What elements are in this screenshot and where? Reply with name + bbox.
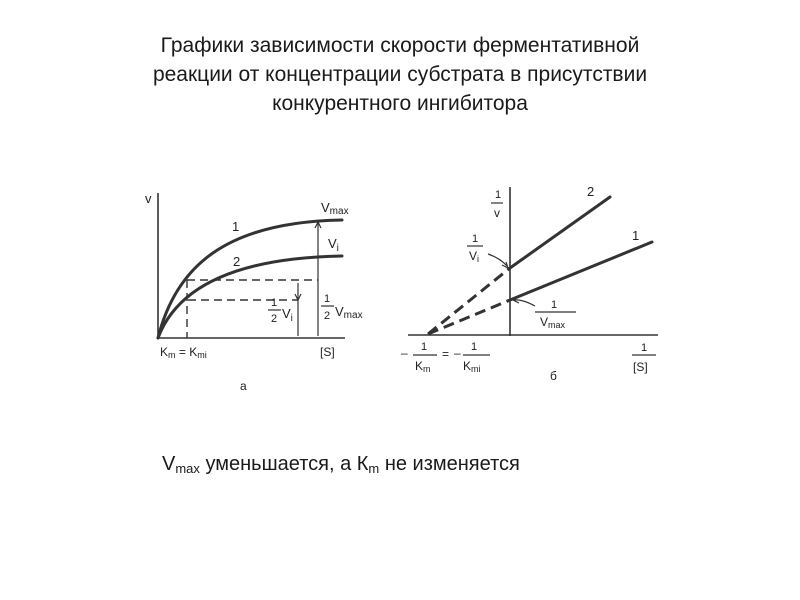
- svg-text:=: =: [442, 347, 450, 361]
- svg-text:2: 2: [271, 313, 278, 325]
- panel-b-x-intercept-label: [401, 341, 490, 374]
- svg-text:–: –: [454, 346, 461, 360]
- panel-a-half-vi-label: [268, 297, 293, 325]
- panel-b-y-label: [491, 189, 503, 220]
- svg-text:Vmax: Vmax: [335, 304, 363, 321]
- svg-text:1: 1: [271, 297, 278, 309]
- svg-text:1: 1: [324, 293, 331, 305]
- panel-a-curve-2: [158, 256, 342, 338]
- panel-a-curve-1-label: 1: [232, 219, 240, 234]
- svg-text:1: 1: [495, 189, 502, 201]
- panel-a-vmax-label: Vmax: [321, 200, 349, 217]
- panel-a: [145, 191, 363, 393]
- svg-text:2: 2: [324, 310, 331, 322]
- svg-text:v: v: [494, 206, 500, 220]
- svg-text:Km: Km: [415, 359, 431, 374]
- conclusion-text: [162, 453, 520, 476]
- panel-b-inv-vmax-label: [513, 297, 576, 330]
- svg-text:Vmax: Vmax: [540, 315, 566, 330]
- title-line-2: реакции от концентрации субстрата в присутствии: [152, 63, 648, 86]
- panel-b-line-2: [510, 197, 610, 268]
- svg-text:Vi: $V_i$: [282, 306, 293, 324]
- panel-a-curve-2-label: 2: [233, 254, 241, 269]
- conclusion-middle: уменьшается, а К: [199, 453, 369, 475]
- svg-text:1: 1: [471, 341, 478, 353]
- svg-text:1: 1: [472, 233, 479, 245]
- conclusion-end: не изменяется: [379, 453, 520, 475]
- panel-a-caption: а: [240, 379, 247, 393]
- panel-a-x-label: [S]: [320, 345, 335, 359]
- panel-a-y-label: v: [145, 191, 152, 206]
- panel-b-line-1-extrapolation: [428, 300, 510, 334]
- conclusion-v-sub: max: [175, 461, 200, 476]
- conclusion-k-sub: m: [368, 461, 380, 476]
- panel-b-inv-vi-label: [467, 233, 508, 268]
- conclusion-v: V: [162, 453, 176, 475]
- panel-b-caption: б: [550, 369, 557, 383]
- svg-text:–: –: [401, 346, 408, 360]
- title-line-3: конкурентного ингибитора: [272, 92, 528, 115]
- svg-text:1: 1: [641, 342, 648, 354]
- panel-a-curve-1: [158, 220, 342, 338]
- svg-text:Kmi: Kmi: [463, 359, 481, 374]
- svg-text:Vi: Vi: [469, 249, 480, 264]
- title-line-1: Графики зависимости скорости ферментативной: [160, 34, 640, 57]
- svg-text:1: 1: [421, 341, 428, 353]
- panel-b-line-2-extrapolation: [428, 268, 510, 334]
- svg-text:[S]: [S]: [633, 360, 648, 374]
- panel-b: [401, 184, 658, 383]
- panel-a-vi-label: $V_i$: [328, 236, 339, 254]
- panel-b-x-label: [632, 342, 656, 374]
- panel-b-line-1: [510, 242, 652, 300]
- panel-a-km-label: Km = Kmi: [160, 345, 207, 360]
- panel-a-half-vmax-label: [321, 293, 363, 322]
- panel-b-line-2-label: 2: [587, 184, 595, 199]
- panel-b-line-1-label: 1: [632, 228, 640, 243]
- svg-text:1: 1: [551, 299, 558, 311]
